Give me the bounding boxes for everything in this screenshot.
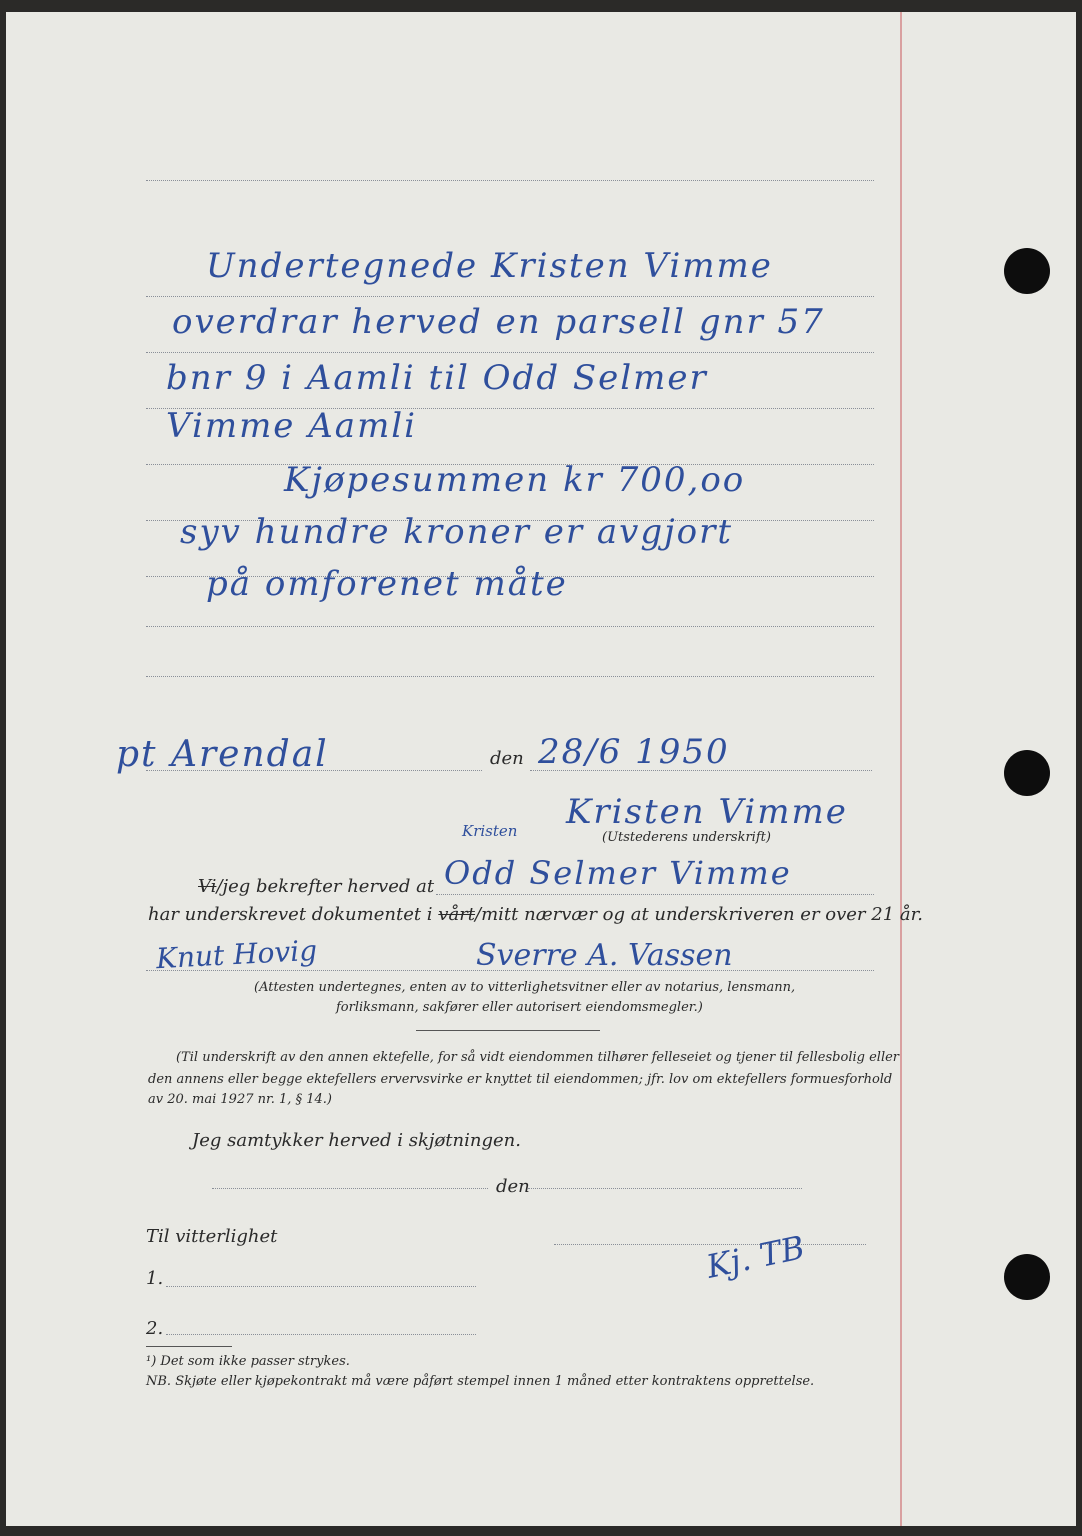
consent: Jeg samtykker herved i skjøtningen. [192,1130,521,1151]
footnote-1: ¹) Det som ikke passer strykes. [146,1354,350,1369]
spouse-note-2: den annens eller begge ektefellers ervervsvirke er knyttet til eiendommen; jfr. lov om ektefellers formuesforhold [148,1072,893,1087]
witness-line-2-b: /mitt nærvær og at underskriveren er over 21 år. [475,904,923,925]
ruled-line [146,970,874,971]
date-label: den [490,748,524,769]
ruled-line [146,180,874,181]
place: pt Arendal [116,734,329,775]
til-vitterlighet: Til vitterlighet [146,1226,278,1247]
ruled-line [436,894,874,895]
witness-line-2-a: har underskrevet dokumentet i [148,904,439,925]
ruled-line [528,1188,802,1189]
witness-name: Odd Selmer Vimme [444,854,792,892]
issuer-signature-name-above: Kristen [462,822,518,840]
punch-hole [1004,750,1050,796]
witness-line-1 [198,876,434,897]
initials: Kj. TB [703,1228,808,1286]
punch-hole [1004,248,1050,294]
ruled-line [554,1244,866,1245]
witness-line-1-text: /jeg bekrefter herved at [216,876,435,897]
consent-den: den [496,1176,530,1197]
witness-signature-1: Knut Hovig [155,933,318,976]
spouse-note-1: (Til underskrift av den annen ektefelle, for så vidt eiendommen tilhører felleseiet og tjener til fellesbolig eller [176,1050,900,1065]
margin-line [900,12,902,1526]
ruled-line [146,626,874,627]
footnote-2: NB. Skjøte eller kjøpekontrakt må være påført stempel innen 1 måned etter kontraktens opprettelse. [146,1374,815,1389]
issuer-caption: (Utstederens underskrift) [602,830,771,845]
witness-line-2-strike: vårt [438,904,476,925]
divider [416,1030,600,1031]
ruled-line [146,352,874,353]
witness-strike-vi: Vi [198,876,217,897]
witness-signature-2: Sverre A. Vassen [476,938,733,973]
attest-note-1: (Attesten undertegnes, enten av to vitterlighetsvitner eller av notarius, lensmann, [254,980,796,995]
body-line-7: på omforenet måte [206,564,568,604]
body-line-6: syv hundre kroner er avgjort [180,512,734,552]
ruled-line [146,296,874,297]
punch-hole [1004,1254,1050,1300]
body-line-2: overdrar herved en parsell gnr 57 [172,302,825,342]
spouse-note-3: av 20. mai 1927 nr. 1, § 14.) [148,1092,332,1107]
footnote-divider [146,1346,232,1347]
body-line-1: Undertegnede Kristen Vimme [206,246,773,286]
witness-item-1: 1. [146,1268,164,1289]
issuer-signature: Kristen Vimme [566,792,848,832]
date-value: 28/6 1950 [538,732,730,772]
witness-line-2 [148,904,923,925]
ruled-line [166,1286,476,1287]
ruled-line [212,1188,488,1189]
body-line-5: Kjøpesummen kr 700,oo [284,460,746,500]
ruled-line [146,676,874,677]
witness-item-2: 2. [146,1318,164,1339]
body-line-3: bnr 9 i Aamli til Odd Selmer [166,358,708,398]
body-line-4: Vimme Aamli [166,406,418,446]
ruled-line [166,1334,476,1335]
attest-note-2: forliksmann, sakfører eller autorisert eiendomsmegler.) [336,1000,703,1015]
document-page [6,12,1076,1526]
